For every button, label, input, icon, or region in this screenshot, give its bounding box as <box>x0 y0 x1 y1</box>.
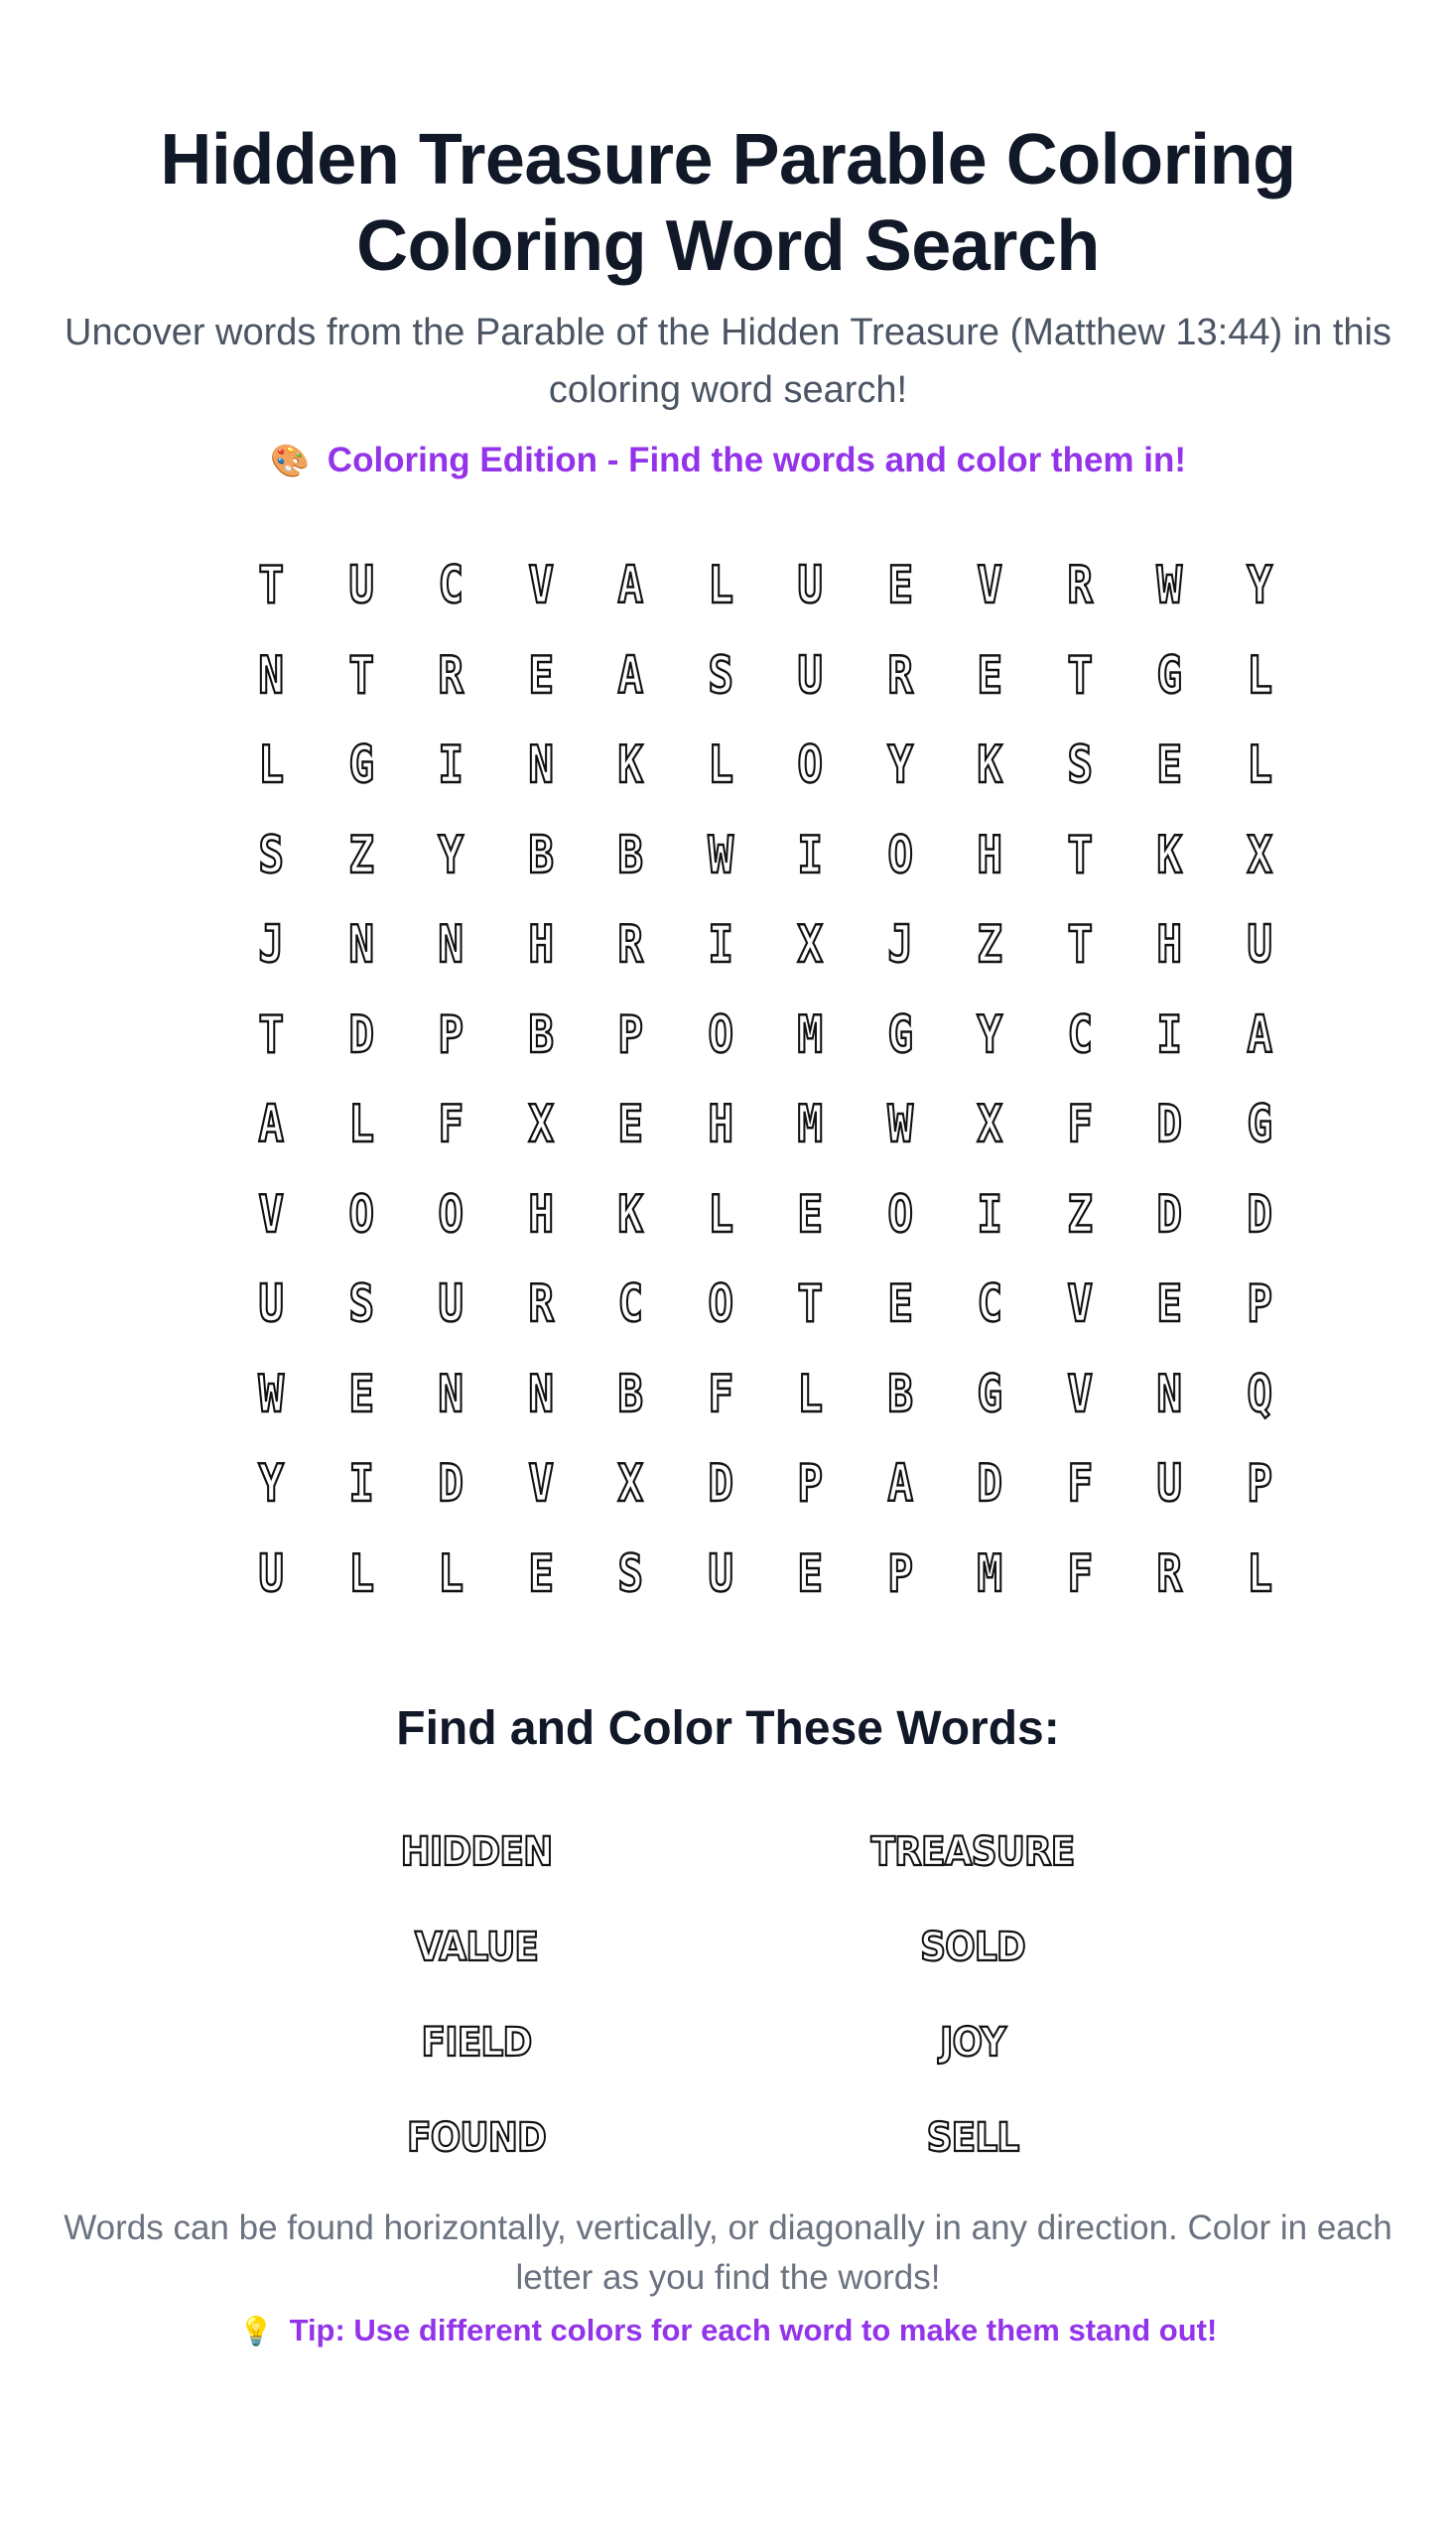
page-title: Hidden Treasure Parable Coloring Coloring Word Search <box>160 120 1296 286</box>
grid-cell[interactable]: N <box>527 1364 554 1424</box>
grid-cell[interactable]: V <box>977 556 1003 616</box>
word-list-item: HIDDEN <box>400 1829 553 1875</box>
grid-cell[interactable]: I <box>797 825 824 885</box>
grid-cell[interactable]: R <box>527 1274 554 1335</box>
grid-cell[interactable]: D <box>438 1454 464 1515</box>
grid-cell[interactable]: D <box>707 1454 733 1515</box>
grid-cell[interactable]: E <box>977 645 1003 706</box>
grid-cell[interactable]: T <box>347 645 374 706</box>
grid-cell[interactable]: G <box>886 1004 913 1065</box>
grid-cell[interactable]: E <box>527 1543 554 1604</box>
grid-cell[interactable]: L <box>707 736 733 796</box>
grid-cell[interactable]: F <box>1066 1095 1093 1155</box>
grid-cell[interactable]: T <box>1066 915 1093 976</box>
grid-cell[interactable]: I <box>707 915 733 976</box>
grid-cell[interactable]: Y <box>886 736 913 796</box>
grid-cell[interactable]: X <box>797 915 824 976</box>
grid-cell[interactable]: K <box>1156 825 1183 885</box>
grid-cell[interactable]: I <box>1156 1004 1183 1065</box>
grid-cell[interactable]: I <box>438 736 464 796</box>
grid-cell[interactable]: E <box>886 556 913 616</box>
grid-cell[interactable]: S <box>258 825 285 885</box>
grid-cell[interactable]: P <box>617 1004 644 1065</box>
grid-cell[interactable]: R <box>1066 556 1093 616</box>
grid-cell[interactable]: G <box>347 736 374 796</box>
word-list-item: FIELD <box>421 2020 532 2066</box>
grid-cell[interactable]: M <box>977 1543 1003 1604</box>
grid-cell[interactable]: L <box>1246 1543 1272 1604</box>
grid-cell[interactable]: X <box>527 1095 554 1155</box>
grid-cell[interactable]: R <box>886 645 913 706</box>
grid-cell[interactable]: G <box>1156 645 1183 706</box>
header <box>0 0 1456 482</box>
grid-cell[interactable]: L <box>1246 645 1272 706</box>
grid-cell[interactable]: E <box>797 1184 824 1245</box>
grid-cell[interactable]: D <box>1246 1184 1272 1245</box>
grid-cell[interactable]: T <box>258 1004 285 1065</box>
grid-cell[interactable]: N <box>347 915 374 976</box>
grid-cell[interactable]: U <box>438 1274 464 1335</box>
grid-cell[interactable]: P <box>1246 1454 1272 1515</box>
word-list-item: SOLD <box>920 1925 1025 1970</box>
grid-cell[interactable]: V <box>1066 1274 1093 1335</box>
grid-cell[interactable]: O <box>886 1184 913 1245</box>
grid-cell[interactable]: E <box>527 645 554 706</box>
grid-cell[interactable]: R <box>617 915 644 976</box>
grid-cell[interactable]: L <box>1246 736 1272 796</box>
grid-cell[interactable]: W <box>258 1364 285 1424</box>
grid-cell[interactable]: D <box>977 1454 1003 1515</box>
grid-cell[interactable]: P <box>886 1543 913 1604</box>
grid-cell[interactable]: B <box>617 825 644 885</box>
grid-cell[interactable]: C <box>1066 1004 1093 1065</box>
grid-cell[interactable]: M <box>797 1095 824 1155</box>
word-list-heading: Find and Color These Words: <box>396 1702 1060 1755</box>
grid-cell[interactable]: L <box>258 736 285 796</box>
grid-cell[interactable]: V <box>527 1454 554 1515</box>
tip-banner <box>0 2311 1456 2351</box>
grid-cell[interactable]: E <box>886 1274 913 1335</box>
grid-cell[interactable]: N <box>258 645 285 706</box>
grid-cell[interactable]: W <box>1156 556 1183 616</box>
grid-cell[interactable]: L <box>797 1364 824 1424</box>
grid-cell[interactable]: N <box>438 915 464 976</box>
grid-cell[interactable]: O <box>707 1274 733 1335</box>
grid-cell[interactable]: S <box>617 1543 644 1604</box>
grid-cell[interactable]: B <box>617 1364 644 1424</box>
lightbulb-icon: 💡 <box>238 2316 274 2346</box>
grid-cell[interactable]: A <box>886 1454 913 1515</box>
grid-cell[interactable]: V <box>1066 1364 1093 1424</box>
grid-cell[interactable]: O <box>886 825 913 885</box>
grid-cell[interactable]: F <box>707 1364 733 1424</box>
grid-cell[interactable]: H <box>707 1095 733 1155</box>
grid-cell[interactable]: P <box>1246 1274 1272 1335</box>
grid-cell[interactable]: H <box>527 1184 554 1245</box>
grid-cell[interactable]: A <box>617 556 644 616</box>
palette-icon: 🎨 <box>269 443 310 478</box>
tip-text: Tip: Use different colors for each word to make them stand out! <box>289 2313 1218 2347</box>
grid-cell[interactable]: U <box>797 556 824 616</box>
grid-cell[interactable]: F <box>1066 1454 1093 1515</box>
grid-cell[interactable]: K <box>617 736 644 796</box>
word-list-item: TREASURE <box>870 1829 1075 1875</box>
grid-cell[interactable]: O <box>438 1184 464 1245</box>
edition-banner <box>0 439 1456 482</box>
grid-cell[interactable]: A <box>617 645 644 706</box>
grid-cell[interactable]: C <box>438 556 464 616</box>
grid-cell[interactable]: X <box>977 1095 1003 1155</box>
grid-cell[interactable]: G <box>977 1364 1003 1424</box>
grid-cell[interactable]: T <box>1066 825 1093 885</box>
grid-cell[interactable]: X <box>1246 825 1272 885</box>
grid-cell[interactable]: Y <box>977 1004 1003 1065</box>
grid-cell[interactable]: V <box>527 556 554 616</box>
word-list-item: FOUND <box>407 2115 546 2161</box>
grid-cell[interactable]: R <box>438 645 464 706</box>
grid-cell[interactable]: S <box>707 645 733 706</box>
grid-cell[interactable]: L <box>707 1184 733 1245</box>
grid-cell[interactable]: P <box>438 1004 464 1065</box>
grid-cell[interactable]: Z <box>977 915 1003 976</box>
grid-cell[interactable]: U <box>258 1543 285 1604</box>
grid-cell[interactable]: I <box>347 1454 374 1515</box>
grid-cell[interactable]: P <box>797 1454 824 1515</box>
grid-cell[interactable]: O <box>797 736 824 796</box>
edition-text: Coloring Edition - Find the words and color them in! <box>327 441 1187 479</box>
grid-cell[interactable]: U <box>1156 1454 1183 1515</box>
grid-cell[interactable]: A <box>1246 1004 1272 1065</box>
grid-cell[interactable]: M <box>797 1004 824 1065</box>
page-subtitle: Uncover words from the Parable of the Hidden Treasure (Matthew 13:44) in this coloring word search! <box>65 312 1391 411</box>
grid-cell[interactable]: F <box>1066 1543 1093 1604</box>
grid-cell[interactable]: Z <box>1066 1184 1093 1245</box>
grid-cell[interactable]: K <box>977 736 1003 796</box>
letter-grid <box>226 541 1304 1619</box>
grid-cell[interactable]: E <box>1156 736 1183 796</box>
grid-cell[interactable]: Z <box>347 825 374 885</box>
grid-cell[interactable]: H <box>977 825 1003 885</box>
grid-cell[interactable]: S <box>347 1274 374 1335</box>
grid-cell[interactable]: T <box>797 1274 824 1335</box>
grid-cell[interactable]: U <box>1246 915 1272 976</box>
grid-cell[interactable]: H <box>527 915 554 976</box>
grid-cell[interactable]: D <box>1156 1095 1183 1155</box>
grid-cell[interactable]: B <box>527 1004 554 1065</box>
grid-cell[interactable]: C <box>977 1274 1003 1335</box>
grid-cell[interactable]: S <box>1066 736 1093 796</box>
grid-cell[interactable]: L <box>438 1543 464 1604</box>
grid-cell[interactable]: L <box>707 556 733 616</box>
grid-cell[interactable]: F <box>438 1095 464 1155</box>
grid-cell[interactable]: K <box>617 1184 644 1245</box>
grid-cell[interactable]: U <box>258 1274 285 1335</box>
grid-cell[interactable]: O <box>707 1004 733 1065</box>
grid-cell[interactable]: R <box>1156 1543 1183 1604</box>
grid-cell[interactable]: L <box>347 1543 374 1604</box>
grid-cell[interactable]: N <box>527 736 554 796</box>
grid-cell[interactable]: C <box>617 1274 644 1335</box>
grid-cell[interactable]: U <box>347 556 374 616</box>
grid-cell[interactable]: E <box>347 1364 374 1424</box>
word-list-item: JOY <box>939 2020 1006 2066</box>
word-list <box>228 1805 1221 2186</box>
grid-cell[interactable]: G <box>1246 1095 1272 1155</box>
grid-cell[interactable]: N <box>438 1364 464 1424</box>
grid-cell[interactable]: E <box>617 1095 644 1155</box>
instructions-text: Words can be found horizontally, vertically, or diagonally in any direction. Color in each letter as you find the words! <box>64 2208 1392 2297</box>
grid-cell[interactable]: T <box>258 556 285 616</box>
grid-cell[interactable]: E <box>1156 1274 1183 1335</box>
grid-cell[interactable]: N <box>1156 1364 1183 1424</box>
grid-cell[interactable]: X <box>617 1454 644 1515</box>
grid-cell[interactable]: D <box>1156 1184 1183 1245</box>
grid-cell[interactable]: V <box>258 1184 285 1245</box>
grid-cell[interactable]: B <box>886 1364 913 1424</box>
grid-cell[interactable]: L <box>347 1095 374 1155</box>
grid-cell[interactable]: I <box>977 1184 1003 1245</box>
grid-cell[interactable]: W <box>707 825 733 885</box>
grid-cell[interactable]: O <box>347 1184 374 1245</box>
grid-cell[interactable]: A <box>258 1095 285 1155</box>
grid-cell[interactable]: U <box>797 645 824 706</box>
word-list-item: VALUE <box>414 1925 539 1970</box>
grid-cell[interactable]: D <box>347 1004 374 1065</box>
grid-cell[interactable]: Y <box>258 1454 285 1515</box>
grid-cell[interactable]: T <box>1066 645 1093 706</box>
grid-cell[interactable]: B <box>527 825 554 885</box>
grid-cell[interactable]: W <box>886 1095 913 1155</box>
grid-cell[interactable]: Q <box>1246 1364 1272 1424</box>
word-list-item: SELL <box>926 2115 1019 2161</box>
grid-cell[interactable]: H <box>1156 915 1183 976</box>
grid-cell[interactable]: Y <box>438 825 464 885</box>
grid-cell[interactable]: U <box>707 1543 733 1604</box>
grid-cell[interactable]: E <box>797 1543 824 1604</box>
grid-cell[interactable]: J <box>258 915 285 976</box>
grid-cell[interactable]: Y <box>1246 556 1272 616</box>
grid-cell[interactable]: J <box>886 915 913 976</box>
